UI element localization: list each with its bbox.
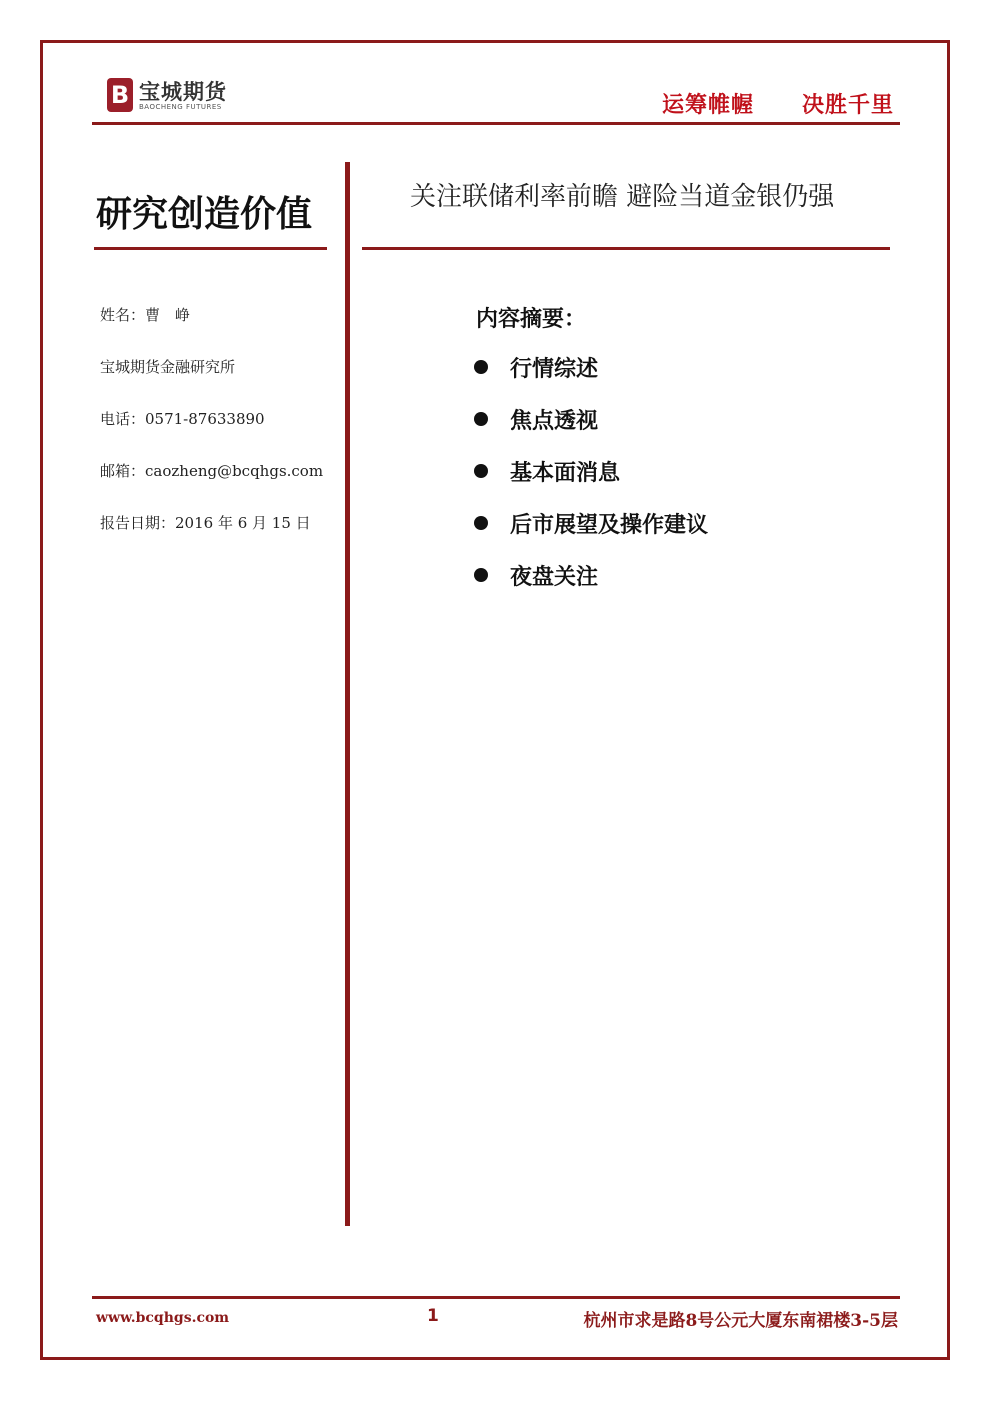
bullet-icon xyxy=(474,464,488,478)
report-title: 关注联储利率前瞻 避险当道金银仍强 xyxy=(410,182,835,212)
author-name: 姓名：曹 峥 xyxy=(100,306,191,324)
logo-name: 宝城期货 xyxy=(139,79,227,104)
logo-icon: B xyxy=(107,78,133,112)
slogan xyxy=(662,88,894,119)
report-title-underline xyxy=(362,247,890,250)
bullet-icon xyxy=(474,360,488,374)
summary-item xyxy=(474,508,708,560)
footer-divider xyxy=(92,1296,900,1299)
summary-item xyxy=(474,404,708,456)
footer-address: 杭州市求是路8号公元大厦东南裙楼3-5层 xyxy=(583,1311,898,1331)
bullet-icon xyxy=(474,516,488,530)
header-divider xyxy=(92,122,900,125)
summary-item xyxy=(474,352,708,404)
summary-item-label: 基本面消息 xyxy=(510,461,621,486)
summary-item-label: 夜盘关注 xyxy=(510,565,599,590)
summary-item-label: 焦点透视 xyxy=(510,409,599,434)
page-border xyxy=(40,40,950,1360)
footer-website-link[interactable]: www.bcqhgs.com xyxy=(96,1310,230,1326)
report-date: 报告日期：2016 年 6 月 15 日 xyxy=(100,514,311,532)
bullet-icon xyxy=(474,568,488,582)
slogan-part-1: 运筹帷幄 xyxy=(661,93,754,118)
left-title-underline xyxy=(94,247,327,250)
summary-item xyxy=(474,456,708,508)
phone: 电话：0571-87633890 xyxy=(100,410,265,428)
summary-item-label: 后市展望及操作建议 xyxy=(510,513,709,538)
summary-item xyxy=(474,560,708,612)
logo-english: BAOCHENG FUTURES xyxy=(139,103,222,111)
summary-item-label: 行情综述 xyxy=(510,357,599,382)
page-number: 1 xyxy=(427,1306,439,1326)
company-logo xyxy=(107,76,247,116)
left-title: 研究创造价值 xyxy=(96,193,313,235)
email: 邮箱：caozheng@bcqhgs.com xyxy=(100,462,324,480)
summary-heading: 内容摘要： xyxy=(476,307,587,332)
summary-list xyxy=(474,352,708,612)
slogan-part-2: 决胜千里 xyxy=(801,93,894,118)
organization: 宝城期货金融研究所 xyxy=(100,358,236,376)
column-divider xyxy=(345,162,350,1226)
bullet-icon xyxy=(474,412,488,426)
